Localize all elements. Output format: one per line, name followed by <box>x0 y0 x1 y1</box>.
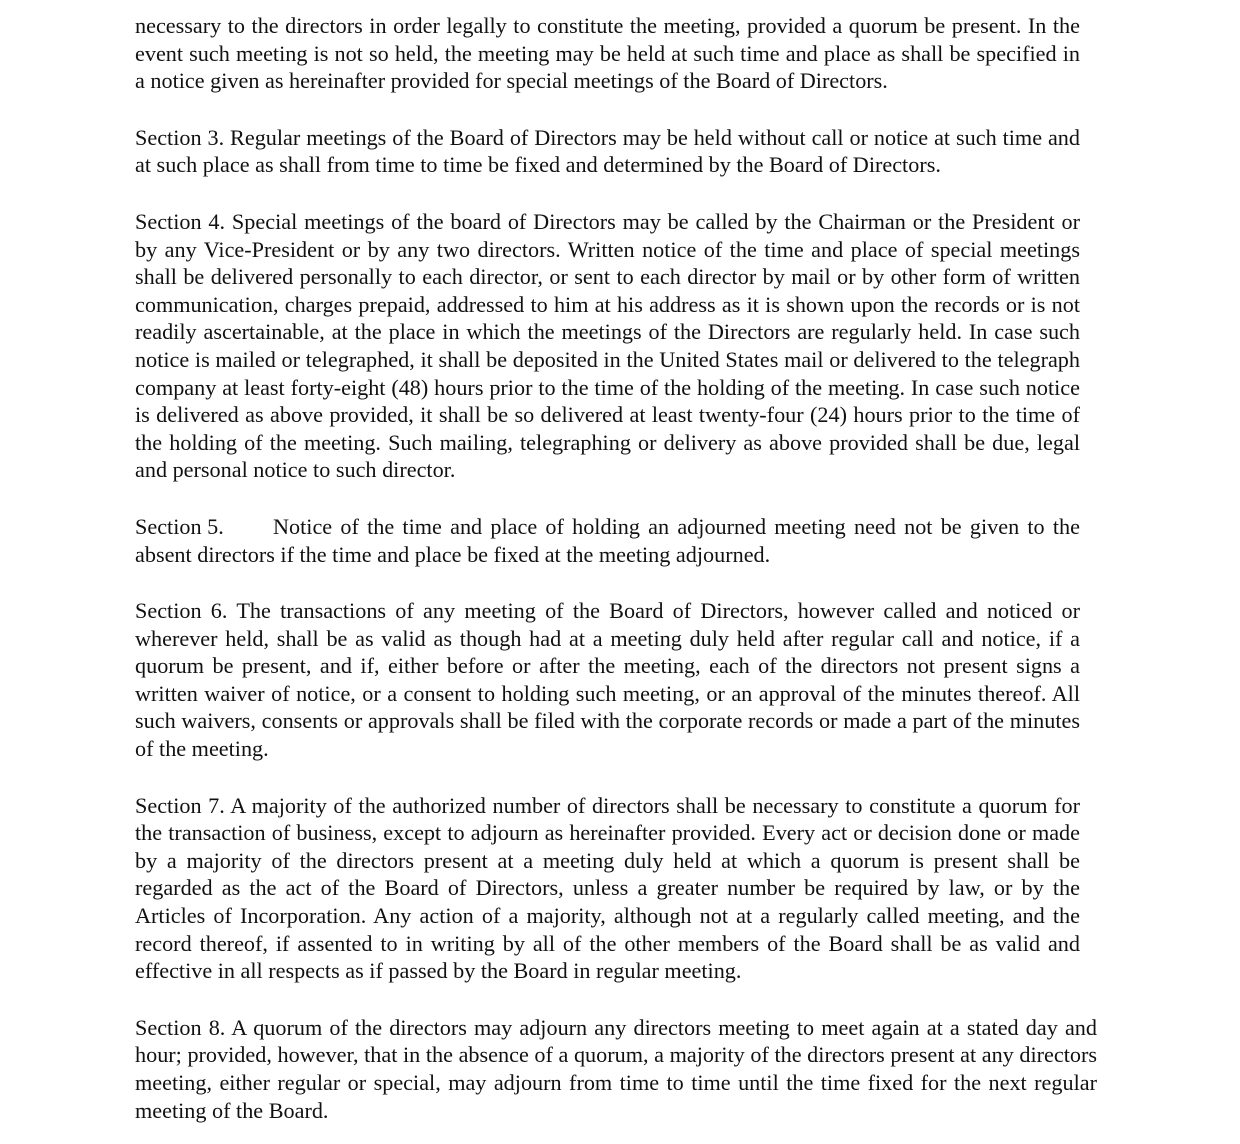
section-4-paragraph: Section 4. Special meetings of the board of Directors may be called by the Chairman or the President or by any Vice-President or by any two directors. Written notice of the time and place of special meetings shall be delivered personally to each director, or sent to each director by mail or by other form of written communication, charges prepaid, addressed to him at his address as it is shown upon the records or is not readily ascertainable, at the place in which the meetings of the Directors are regularly held. In case such notice is mailed or telegraphed, it shall be deposited in the United States mail or delivered to the telegraph company at least forty-eight (48) hours prior to the time of the holding of the meeting. In case such notice is delivered as above provided, it shall be so delivered at least twenty-four (24) hours prior to the time of the holding of the meeting. Such mailing, telegraphing or delivery as above provided shall be due, legal and personal notice to such director. <box>135 208 1080 483</box>
section-5-paragraph <box>135 513 1080 568</box>
section-5-label: Section 5. <box>135 513 224 539</box>
section-5-text: Notice of the time and place of holding an adjourned meeting need not be given to the absent directors if the time and place be fixed at the meeting adjourned. <box>135 513 1080 567</box>
section-6-paragraph: Section 6. The transactions of any meeting of the Board of Directors, however called and noticed or wherever held, shall be as valid as though had at a meeting duly held after regular call and notice, if a quorum be present, and if, either before or after the meeting, each of the directors not present signs a written waiver of notice, or a consent to holding such meeting, or an approval of the minutes thereof. All such waivers, consents or approvals shall be filed with the corporate records or made a part of the minutes of the meeting. <box>135 598 1080 762</box>
continuation-paragraph: necessary to the directors in order legally to constitute the meeting, provided a quorum be present. In the event such meeting is not so held, the meeting may be held at such time and place as shall be specified in a notice given as hereinafter provided for special meetings of the Board of Directors. <box>135 13 1080 94</box>
section-8-paragraph: Section 8. A quorum of the directors may adjourn any directors meeting to meet again at a stated day and hour; provided, however, that in the absence of a quorum, a majority of the directors present at any directors meeting, either regular or special, may adjourn from time to time until the time fixed for the next regular meeting of the Board. <box>135 1014 1097 1123</box>
section-3-paragraph: Section 3. Regular meetings of the Board of Directors may be held without call or notice at such time and at such place as shall from time to time be fixed and determined by the Board of Directors. <box>135 124 1080 178</box>
section-7-paragraph: Section 7. A majority of the authorized number of directors shall be necessary to constitute a quorum for the transaction of business, except to adjourn as hereinafter provided. Every act or decision done or made by a majority of the directors present at a meeting duly held at which a quorum is present shall be regarded as the act of the Board of Directors, unless a greater number be required by law, or by the Articles of Incorporation. Any action of a majority, although not at a regularly called meeting, and the record thereof, if assented to in writing by all of the other members of the Board shall be as valid and effective in all respects as if passed by the Board in regular meeting. <box>135 792 1080 984</box>
document-page <box>135 12 1097 1124</box>
